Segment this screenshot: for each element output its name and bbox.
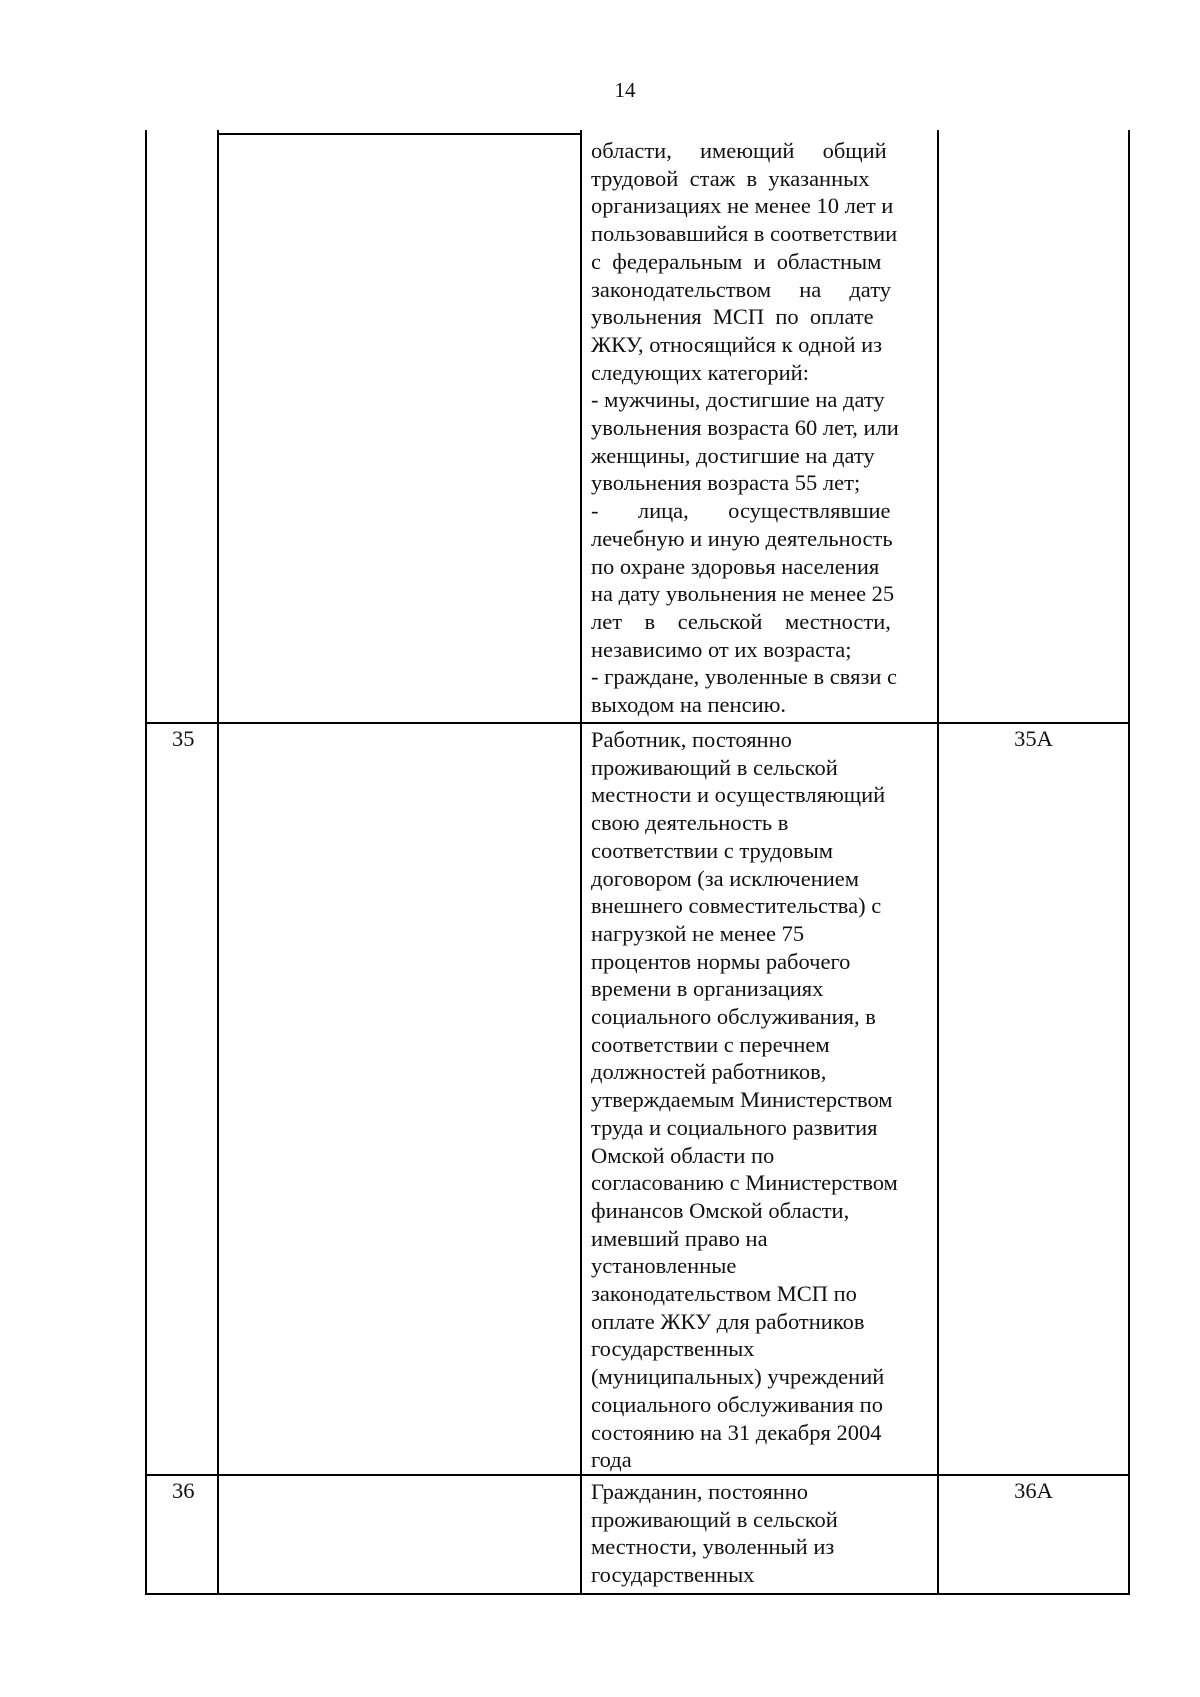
text-line: по охране здоровья населения [591,553,880,579]
text-line: времени в организациях [591,976,824,1002]
text-line: на дату увольнения не менее 25 [591,581,895,607]
text-line: увольнения возраста 55 лет; [591,470,861,496]
text-line: независимо от их возраста; [591,636,852,662]
text-line: - граждане, уволенные в связи с [591,664,897,690]
text-line: с федеральным и областным [591,248,882,274]
text-line: женщины, достигшие на дату [591,442,875,468]
text-line: трудовой стаж в указанных [591,165,870,191]
text-line: соответствии с трудовым [591,837,833,863]
text-line: труда и социального развития [591,1114,878,1140]
column-divider-2 [580,130,582,1595]
text-line: увольнения МСП по оплате [591,304,874,330]
row-36-code: 36А [1014,1478,1053,1503]
text-line: Работник, постоянно [591,727,792,752]
row-35-text [591,726,931,1474]
page-number: 14 [614,78,636,102]
text-line: согласованию с Министерством [591,1170,898,1196]
text-line: государственных [591,1336,755,1362]
text-line: - мужчины, достигшие на дату [591,387,885,413]
text-line: внешнего совместительства) с [591,893,882,919]
text-line: установленные [591,1253,737,1279]
text-line: государственных [591,1562,755,1588]
text-line: ЖКУ, относящийся к одной из [591,331,883,357]
text-line: утверждаемым Министерством [591,1087,893,1113]
text-line: пользовавшийся в соответствии [591,221,898,247]
text-line: финансов Омской области, [591,1197,850,1223]
row-36-text [591,1478,931,1589]
row-35-number: 35 [172,726,195,751]
text-line: социального обслуживания, в [591,1004,876,1030]
text-line: местности и осуществляющий [591,782,886,808]
text-line: законодательством МСП по [591,1281,857,1307]
text-line: выходом на пенсию. [591,692,787,718]
text-line: лет в сельской местности, [591,608,891,634]
text-line: должностей работников, [591,1059,827,1085]
text-line: проживающий в сельской [591,1506,838,1532]
text-line: состоянию на 31 декабря 2004 [591,1419,882,1445]
text-line: свою деятельность в [591,810,789,836]
row-35-top-border [145,722,1130,724]
column-divider-3 [937,130,939,1595]
text-line: Гражданин, постоянно [591,1479,809,1504]
text-line: - лица, осуществлявшие [591,498,891,524]
text-line: нагрузкой не менее 75 [591,920,805,946]
text-line: законодательством на дату [591,276,891,302]
table-bottom-border [145,1593,1130,1595]
row-36-number: 36 [172,1478,195,1503]
text-line: соответствии с перечнем [591,1031,830,1057]
text-line: договором (за исключением [591,865,860,891]
row-36-top-border [145,1474,1130,1476]
column-divider-1 [217,130,219,1595]
row-continued-text [591,137,931,719]
text-line: Омской области по [591,1142,775,1168]
text-line: процентов нормы рабочего [591,948,851,974]
table-border-right [1128,130,1130,1595]
text-line: организациях не менее 10 лет и [591,193,894,219]
text-line: местности, уволенный из [591,1534,835,1560]
text-line: оплате ЖКУ для работников [591,1308,865,1334]
text-line: года [591,1447,632,1473]
text-line: проживающий в сельской [591,754,838,780]
table-border-left [145,130,147,1595]
text-line: лечебную и иную деятельность [591,525,893,551]
text-line: социального обслуживания по [591,1391,883,1417]
text-line: имевший право на [591,1225,768,1251]
text-line: следующих категорий: [591,359,809,385]
text-line: области, имеющий общий [591,138,887,163]
cell-top-border [217,133,582,135]
text-line: увольнения возраста 60 лет, или [591,415,899,441]
row-35-code: 35А [1014,726,1053,751]
text-line: (муниципальных) учреждений [591,1364,885,1390]
